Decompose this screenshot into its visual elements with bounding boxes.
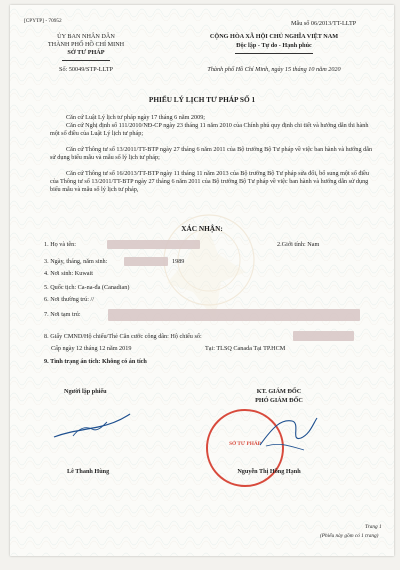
issuing-authority-divider [62,60,110,61]
permanent-residence-field: 6. Nơi thường trú: // [44,296,94,303]
full-name-label: 1. Họ và tên: [44,241,76,248]
page-number: Trang 1 [365,524,382,530]
form-code: [CPYTP] - 70952 [24,18,62,24]
birth-date-label: 3. Ngày, tháng, năm sinh: [44,258,108,265]
passport-issue-date: Cấp ngày 12 tháng 12 năm 2019 [51,345,132,352]
legal-basis-1: Căn cứ Luật Lý lịch tư pháp ngày 17 tháng 6 năm 2009; [66,114,206,121]
nationality-field: 5. Quốc tịch: Ca-na-đa (Canadian) [44,284,130,291]
birth-place-field: 4. Nơi sinh: Kuwait [44,270,93,277]
legal-basis-4: Căn cứ Thông tư số 16/2013/TT-BTP ngày 11 tháng 11 năm 2013 của Bộ trưởng Bộ Tư pháp sửa đổi, bổ sung một số điều của Thông tư số 13/2011/TT-BTP ngày 27 tháng 6 năm 2011 của Bộ trưởng Bộ Tư pháp về việc ban hành và hướng dẫn sử dụng biểu mẫu và mẫu sổ lý lịch tư pháp, [50,170,369,193]
national-motto: Độc lập - Tự do - Hạnh phúc [236,42,312,49]
issuing-authority-line1: ỦY BAN NHÂN DÂN [57,33,115,40]
preparer-role: Người lập phiếu [64,388,107,395]
criminal-record-certificate-page [10,5,394,556]
document-number: Số: 50049/STP-LLTP [59,66,113,73]
director-role: KT. GIÁM ĐỐC [256,388,302,395]
form-number: Mẫu số 06/2013/TT-LLTP [291,20,357,27]
issuing-department: SỞ TƯ PHÁP [67,49,105,56]
passport-number-redacted [293,331,354,341]
certificate-title: PHIẾU LÝ LỊCH TƯ PHÁP SỐ 1 [148,95,256,104]
confirmation-heading: XÁC NHẬN: [181,224,223,233]
temporary-residence-label: 7. Nơi tạm trú: [44,311,81,318]
identity-document-label: 8. Giấy CMND/Hộ chiếu/Thẻ Căn cước công dân: Hộ chiếu số: [44,333,202,340]
birth-year: 1989 [172,258,185,265]
full-name-redacted [107,240,200,249]
legal-basis-3: Căn cứ Thông tư số 13/2011/TT-BTP ngày 27 tháng 6 năm 2011 của Bộ trưởng Bộ Tư pháp về việc ban hành và hướng dẫn sử dụng biểu mẫu và mẫu sổ lý lịch tư pháp; [50,146,373,161]
page-count-note: (Phiếu này gồm có 1 trang) [320,533,379,539]
deputy-director-role: PHÓ GIÁM ĐỐC [255,397,303,404]
preparer-name: Lê Thanh Hùng [67,468,110,475]
deputy-director-name: Nguyễn Thị Hồng Hạnh [237,468,301,475]
place-and-date: Thành phố Hồ Chí Minh, ngày 15 tháng 10 năm 2020 [207,66,341,73]
national-title-divider [235,53,313,54]
national-title: CỘNG HÒA XÃ HỘI CHỦ NGHĨA VIỆT NAM [209,33,339,40]
stamp-text: SỞ TƯ PHÁP [229,441,261,447]
temporary-residence-redacted [108,309,360,321]
preparer-signature-image [51,410,133,445]
legal-basis-2: Căn cứ Nghị định số 111/2010/NĐ-CP ngày 23 tháng 11 năm 2010 của Chính phủ quy định chi tiết và hướng dẫn thi hành một số điều của Luật Lý lịch tư pháp; [50,122,369,137]
gender-field: 2.Giới tính: Nam [277,241,320,248]
passport-issue-place: Tại: TLSQ Canada Tại TP.HCM [205,345,286,352]
deputy-director-signature-image [256,411,320,454]
criminal-record-status: 9. Tình trạng án tích: Không có án tích [44,358,147,365]
issuing-authority-line2: THÀNH PHỐ HỒ CHÍ MINH [47,41,125,48]
birth-date-redacted [124,257,168,266]
